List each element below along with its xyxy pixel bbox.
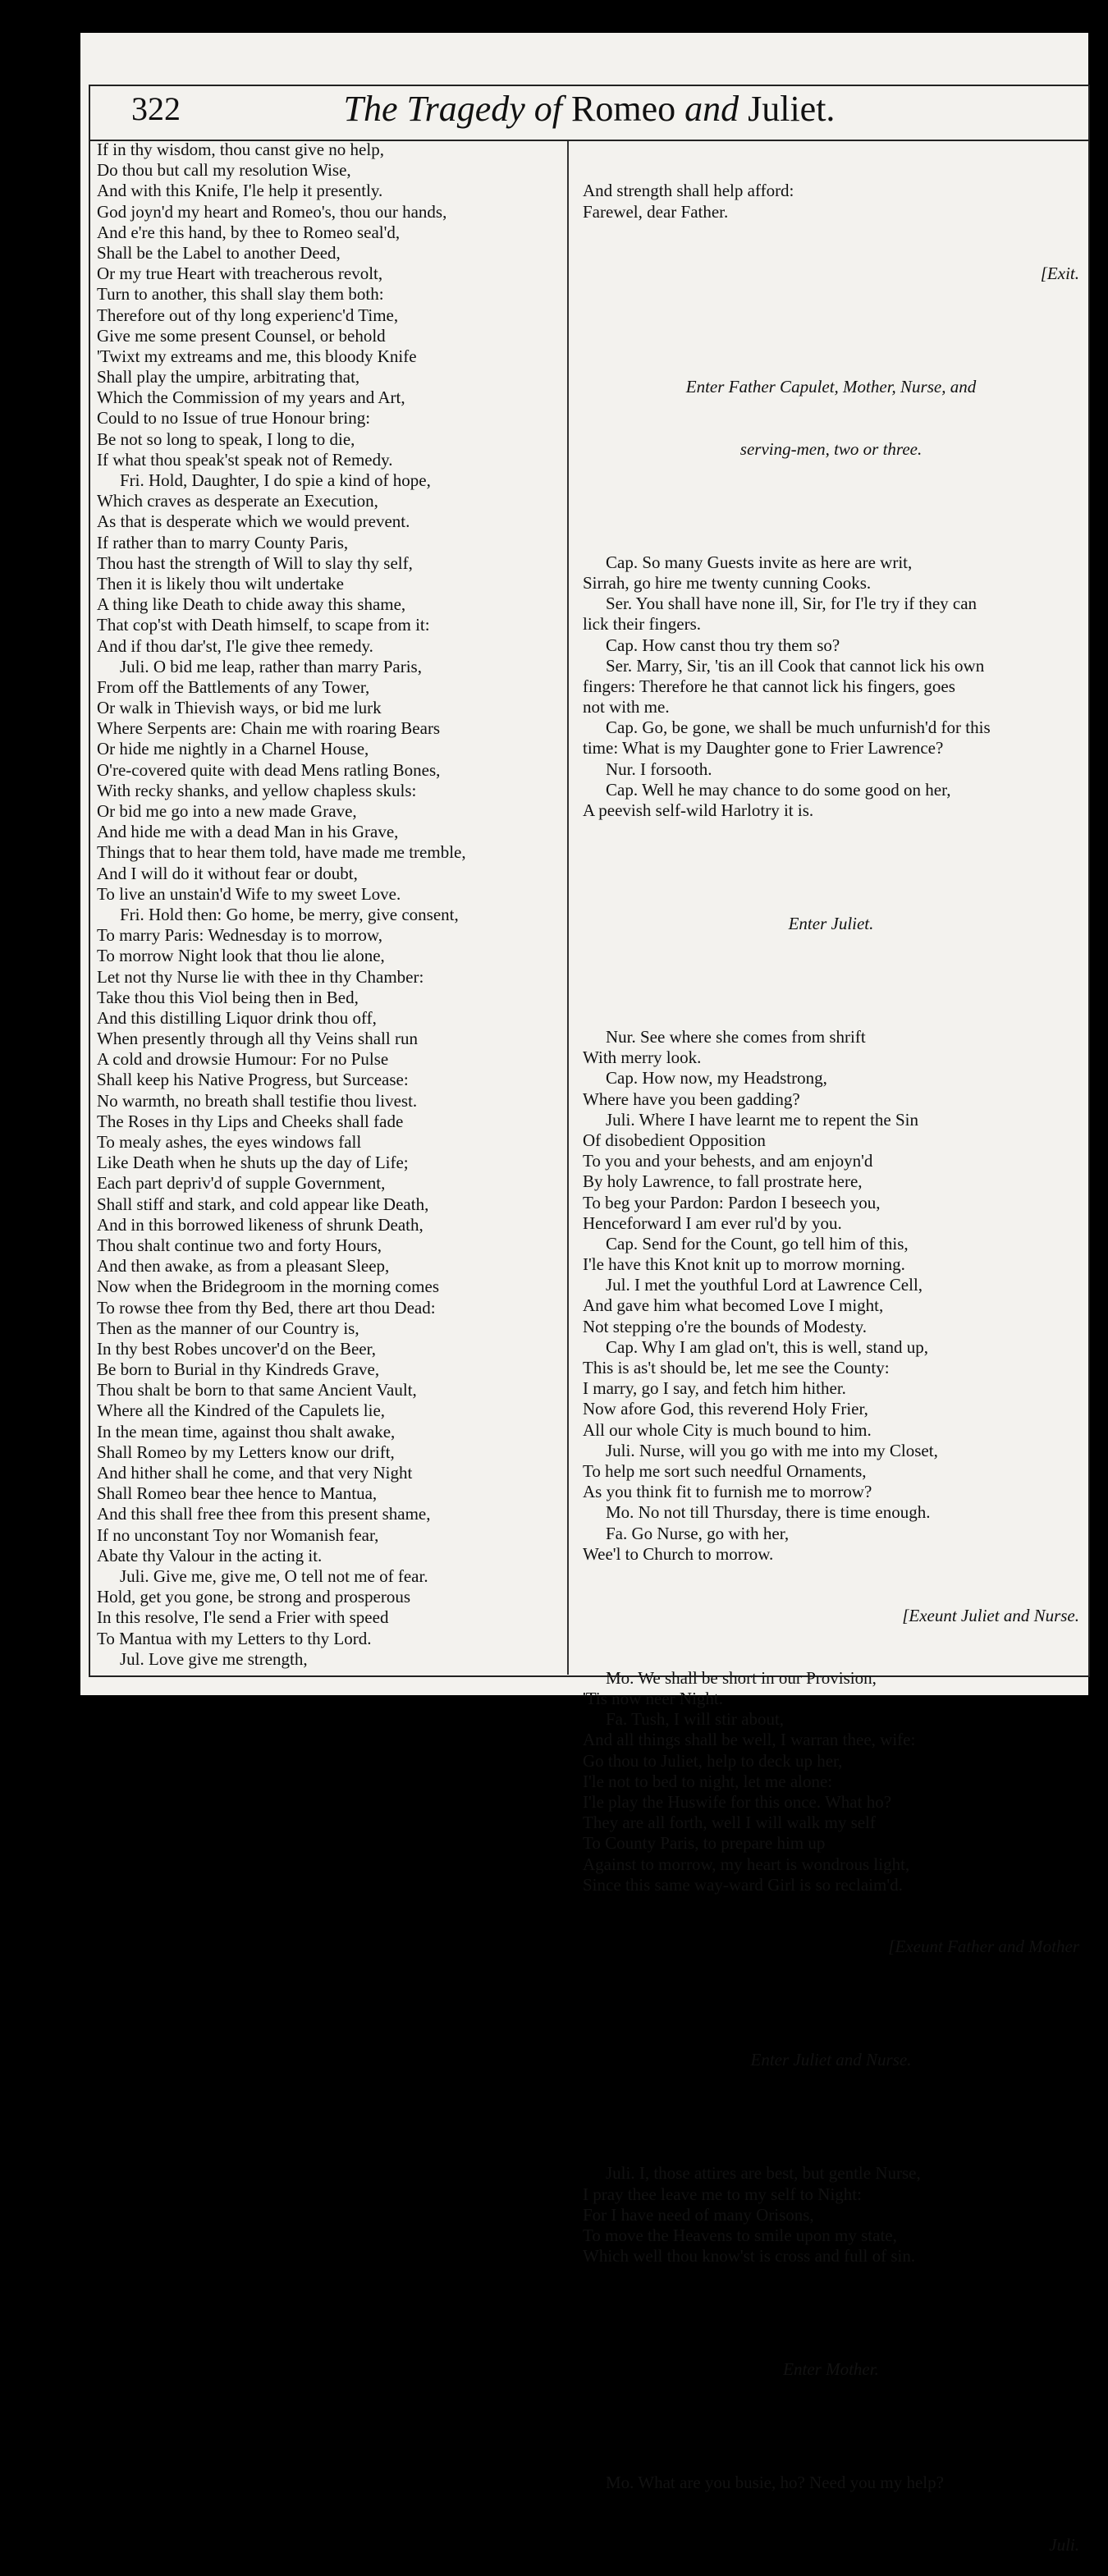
verse-line: 'Twixt my extreams and me, this bloody Knife (97, 346, 417, 366)
stage-direction-enter-capulets-cont: serving-men, two or three. (739, 438, 923, 459)
verse-line: Juli. Nurse, will you go with me into my Closet, (606, 1440, 938, 1460)
verse-line: time: What is my Daughter gone to Frier Lawrence? (583, 738, 944, 759)
verse-line: Since this same way-ward Girl is so reclaim'd. (583, 1874, 903, 1895)
verse-line: Go thou to Juliet, help to deck up her, (583, 1750, 843, 1771)
column-divider (567, 141, 569, 1675)
verse-line: Therefore out of thy long experienc'd Time, (97, 305, 399, 325)
verse-line: That cop'st with Death himself, to scape from it: (97, 615, 430, 635)
verse-line: Fri. Hold, Daughter, I do spie a kind of hope, (120, 470, 431, 490)
verse-line: This is as't should be, let me see the County: (583, 1358, 890, 1378)
stage-direction-exeunt-juliet-nurse: [Exeunt Juliet and Nurse. (902, 1606, 1079, 1626)
verse-line: To County Paris, to prepare him up (583, 1833, 826, 1854)
verse-line: I'le have this Knot knit up to morrow morning. (583, 1254, 905, 1275)
verse-line: And with this Knife, I'le help it presently. (97, 181, 383, 201)
verse-line: Take thou this Viol being then in Bed, (97, 987, 359, 1007)
verse-line: Then as the manner of our Country is, (97, 1318, 359, 1338)
verse-line: lick their fingers. (583, 614, 702, 635)
verse-line: Cap. Well he may chance to do some good on her, (606, 779, 951, 800)
verse-line: Henceforward I am ever rul'd by you. (583, 1212, 842, 1233)
verse-line: Hold, get you gone, be strong and prosperous (97, 1587, 411, 1607)
verse-line: To mealy ashes, the eyes windows fall (97, 1132, 362, 1152)
verse-line: Cap. How now, my Headstrong, (606, 1068, 827, 1089)
verse-line: Jul. I met the youthful Lord at Lawrence Cell, (606, 1275, 923, 1295)
stage-exit-text: [Exit. (1040, 264, 1079, 284)
verse-line: Cap. Why I am glad on't, this is well, stand up, (606, 1336, 929, 1357)
verse-line: Could to no Issue of true Honour bring: (97, 408, 371, 429)
verse-line: No warmth, no breath shall testifie thou livest. (97, 1090, 418, 1111)
verse-line: With merry look. (583, 1047, 702, 1068)
verse-line: Or hide me nightly in a Charnel House, (97, 739, 369, 759)
verse-line: In thy best Robes uncover'd on the Beer, (97, 1338, 377, 1359)
verse-line: From off the Battlements of any Tower, (97, 676, 370, 697)
verse-line: For I have need of many Orisons, (583, 2204, 814, 2225)
verse-line: And e're this hand, by thee to Romeo seal'd, (97, 222, 401, 242)
verse-line: Shall Romeo bear thee hence to Mantua, (97, 1483, 378, 1504)
left-column (97, 140, 556, 1670)
title-romeo: Romeo (571, 89, 676, 129)
verse-line: Of disobedient Opposition (583, 1130, 766, 1150)
verse-line: Jul. Love give me strength, (120, 1648, 308, 1669)
stage-direction-enter-capulets: Enter Father Capulet, Mother, Nurse, and (685, 377, 977, 397)
verse-line: Thou hast the strength of Will to slay thy self, (97, 552, 413, 573)
verse-line: Be not so long to speak, I long to die, (97, 429, 355, 449)
verse-line: Fa. Go Nurse, go with her, (606, 1523, 790, 1543)
verse-line: Do thou but call my resolution Wise, (97, 160, 351, 181)
verse-line: Or my true Heart with treacherous revolt, (97, 264, 383, 284)
verse-line: With recky shanks, and yellow chapless skuls: (97, 780, 417, 800)
verse-line: Things that to hear them told, have made me tremble, (97, 842, 466, 863)
verse-line: Cap. Send for the Count, go tell him of this, (606, 1233, 909, 1254)
right-block-5 (583, 2163, 1079, 2267)
catchword: Juli. (1049, 2534, 1079, 2555)
verse-line: And in this borrowed likeness of shrunk Death, (97, 1214, 424, 1235)
verse-line: Mo. What are you busie, ho? Need you my help? (606, 2473, 944, 2493)
verse-line: To help me sort such needful Ornaments, (583, 1460, 867, 1481)
verse-line: To you and your behests, and am enjoyn'd (583, 1151, 873, 1171)
verse-line: And then awake, as from a pleasant Sleep, (97, 1256, 390, 1277)
verse-line: To rowse thee from thy Bed, there art thou Dead: (97, 1297, 436, 1318)
verse-line: Shall stiff and stark, and cold appear like Death, (97, 1194, 429, 1214)
verse-line: In this resolve, I'le send a Frier with speed (97, 1607, 389, 1628)
verse-line: Cap. How canst thou try them so? (606, 635, 840, 655)
verse-line: fingers: Therefore he that cannot lick his fingers, goes (583, 676, 955, 696)
verse-line: Shall keep his Native Progress, but Surcease: (97, 1070, 409, 1090)
verse-line: Abate thy Valour in the acting it. (97, 1545, 323, 1565)
verse-line: All our whole City is much bound to him. (583, 1419, 872, 1440)
verse-line: To morrow Night look that thou lie alone, (97, 946, 385, 966)
verse-line: Against to morrow, my heart is wondrous light, (583, 1854, 910, 1874)
verse-line: By holy Lawrence, to fall prostrate here, (583, 1171, 863, 1192)
verse-line: And this distilling Liquor drink thou off, (97, 1007, 377, 1028)
verse-line: Thou shalt continue two and forty Hours, (97, 1235, 382, 1255)
verse-line: And hither shall he come, and that very Night (97, 1463, 413, 1483)
right-column (583, 140, 1079, 2576)
verse-line: And I will do it without fear or doubt, (97, 863, 358, 883)
verse-line: Which the Commission of my years and Art, (97, 387, 405, 408)
verse-line: Nur. See where she comes from shrift (606, 1027, 866, 1047)
page-header (89, 85, 1090, 142)
verse-line: And gave him what becomed Love I might, (583, 1295, 884, 1316)
verse-line: Fa. Tush, I will stir about, (606, 1709, 785, 1730)
verse-line: Each part depriv'd of supple Government, (97, 1173, 386, 1194)
verse-line: Where Serpents are: Chain me with roaring Bears (97, 718, 441, 739)
verse-line: Where all the Kindred of the Capulets lie, (97, 1400, 386, 1421)
verse-line: As you think fit to furnish me to morrow? (583, 1482, 872, 1502)
verse-line: Cap. So many Guests invite as here are writ, (606, 552, 913, 572)
verse-line: They are all forth, well I will walk my self (583, 1813, 876, 1833)
verse-line: To live an unstain'd Wife to my sweet Love. (97, 883, 401, 904)
verse-line: If in thy wisdom, thou canst give no help, (97, 140, 384, 159)
verse-line: Shall play the umpire, arbitrating that, (97, 367, 360, 387)
right-block-4 (583, 1668, 1079, 1895)
verse-line: Be born to Burial in thy Kindreds Grave, (97, 1359, 380, 1380)
stage-direction-exeunt-father-mother: [Exeunt Father and Mother (888, 1937, 1079, 1957)
stage-direction-exit (583, 264, 1079, 284)
verse-line: To marry Paris: Wednesday is to morrow, (97, 925, 382, 946)
verse-line: To Mantua with my Letters to thy Lord. (97, 1628, 372, 1648)
verse-line: Ser. Marry, Sir, 'tis an ill Cook that cannot lick his own (606, 655, 985, 676)
right-block-3 (583, 1027, 1079, 1565)
verse-line: God joyn'd my heart and Romeo's, thou our hands, (97, 201, 447, 222)
verse-line: Juli. O bid me leap, rather than marry Paris, (120, 656, 422, 676)
verse-line: Let not thy Nurse lie with thee in thy Chamber: (97, 966, 424, 987)
verse-line: Shall Romeo by my Letters know our drift, (97, 1442, 395, 1462)
verse-line: Fri. Hold then: Go home, be merry, give consent, (120, 904, 459, 924)
verse-line: Or bid me go into a new made Grave, (97, 801, 357, 821)
stage-direction-enter-mother: Enter Mother. (783, 2359, 879, 2380)
verse-line: To move the Heavens to smile upon my state, (583, 2225, 897, 2245)
verse-line: If what thou speak'st speak not of Remedy. (97, 449, 393, 470)
verse-line: A cold and drowsie Humour: For no Pulse (97, 1049, 389, 1070)
verse-line: Cap. Go, be gone, we shall be much unfurnish'd for this (606, 717, 991, 738)
page-number: 322 (131, 90, 181, 127)
right-block-1 (583, 181, 1079, 222)
verse-line: Which well thou know'st is cross and full of sin. (583, 2246, 916, 2267)
verse-line: Or walk in Thievish ways, or bid me lurk (97, 698, 382, 718)
verse-line: Sirrah, go hire me twenty cunning Cooks. (583, 572, 872, 593)
verse-line: Now when the Bridegroom in the morning comes (97, 1277, 440, 1297)
verse-line: Give me some present Counsel, or behold (97, 325, 386, 346)
verse-line: If rather than to marry County Paris, (97, 532, 349, 552)
verse-line: And this shall free thee from this present shame, (97, 1504, 431, 1524)
verse-line: And all things shall be well, I warran thee, wife: (583, 1730, 916, 1750)
right-block-2 (583, 552, 1079, 821)
verse-line: I marry, go I say, and fetch him hither. (583, 1378, 846, 1399)
verse-line: Wee'l to Church to morrow. (583, 1543, 774, 1564)
verse-line: Turn to another, this shall slay them both: (97, 284, 384, 305)
verse-line: If no unconstant Toy nor Womanish fear, (97, 1524, 379, 1545)
verse-line: 'Tis now neer Night. (583, 1689, 724, 1709)
verse-line: Thou shalt be born to that same Ancient Vault, (97, 1380, 417, 1400)
verse-line: O're-covered quite with dead Mens ratling Bones, (97, 759, 441, 780)
verse-line: In the mean time, against thou shalt awake, (97, 1421, 396, 1442)
verse-line: A thing like Death to chide away this shame, (97, 594, 406, 615)
stage-direction-enter-juliet-nurse: Enter Juliet and Nurse. (750, 2050, 912, 2070)
title-prefix: The Tragedy of (343, 89, 562, 129)
verse-line: Mo. No not till Thursday, there is time enough. (606, 1502, 931, 1523)
verse-line: Not stepping o're the bounds of Modesty. (583, 1316, 867, 1336)
verse-line: Nur. I forsooth. (606, 759, 712, 779)
running-title (89, 88, 1090, 130)
verse-line: And if thou dar'st, I'le give thee remedy. (97, 635, 373, 656)
verse-line: The Roses in thy Lips and Cheeks shall fade (97, 1111, 404, 1131)
verse-line: I pray thee leave me to my self to Night: (583, 2184, 862, 2204)
title-juliet: Juliet. (748, 89, 836, 129)
verse-line: Ser. You shall have none ill, Sir, for I'le try if they can (606, 594, 978, 614)
verse-line: Juli. I, those attires are best, but gentle Nurse, (606, 2163, 921, 2184)
verse-line: not with me. (583, 697, 670, 717)
verse-line: Now afore God, this reverend Holy Frier, (583, 1399, 868, 1419)
verse-line: Which craves as desperate an Execution, (97, 491, 378, 511)
verse-line: Then it is likely thou wilt undertake (97, 573, 344, 594)
verse-line: Shall be the Label to another Deed, (97, 242, 341, 263)
verse-line: And strength shall help afford: (583, 181, 794, 201)
verse-line: Juli. Where I have learnt me to repent the Sin (606, 1109, 918, 1130)
verse-line: I'le play the Huswife for this once. What ho? (583, 1792, 892, 1813)
verse-line: A peevish self-wild Harlotry it is. (583, 800, 814, 821)
verse-line: To beg your Pardon: Pardon I beseech you, (583, 1192, 881, 1212)
right-block-6 (583, 2473, 1079, 2493)
title-and: and (684, 89, 739, 129)
verse-line: And hide me with a dead Man in his Grave, (97, 822, 399, 842)
stage-direction-enter-juliet: Enter Juliet. (788, 914, 874, 934)
verse-line: Like Death when he shuts up the day of Life; (97, 1153, 409, 1173)
verse-line: Juli. Give me, give me, O tell not me of fear. (120, 1565, 428, 1586)
verse-line: Farewel, dear Father. (583, 201, 729, 222)
verse-line: As that is desperate which we would prevent. (97, 511, 410, 532)
verse-line: I'le not to bed to night, let me alone: (583, 1771, 833, 1791)
verse-line: Mo. We shall be short in our Provision, (606, 1667, 877, 1688)
verse-line: Where have you been gadding? (583, 1089, 800, 1109)
verse-line: When presently through all thy Veins shall run (97, 1029, 418, 1049)
